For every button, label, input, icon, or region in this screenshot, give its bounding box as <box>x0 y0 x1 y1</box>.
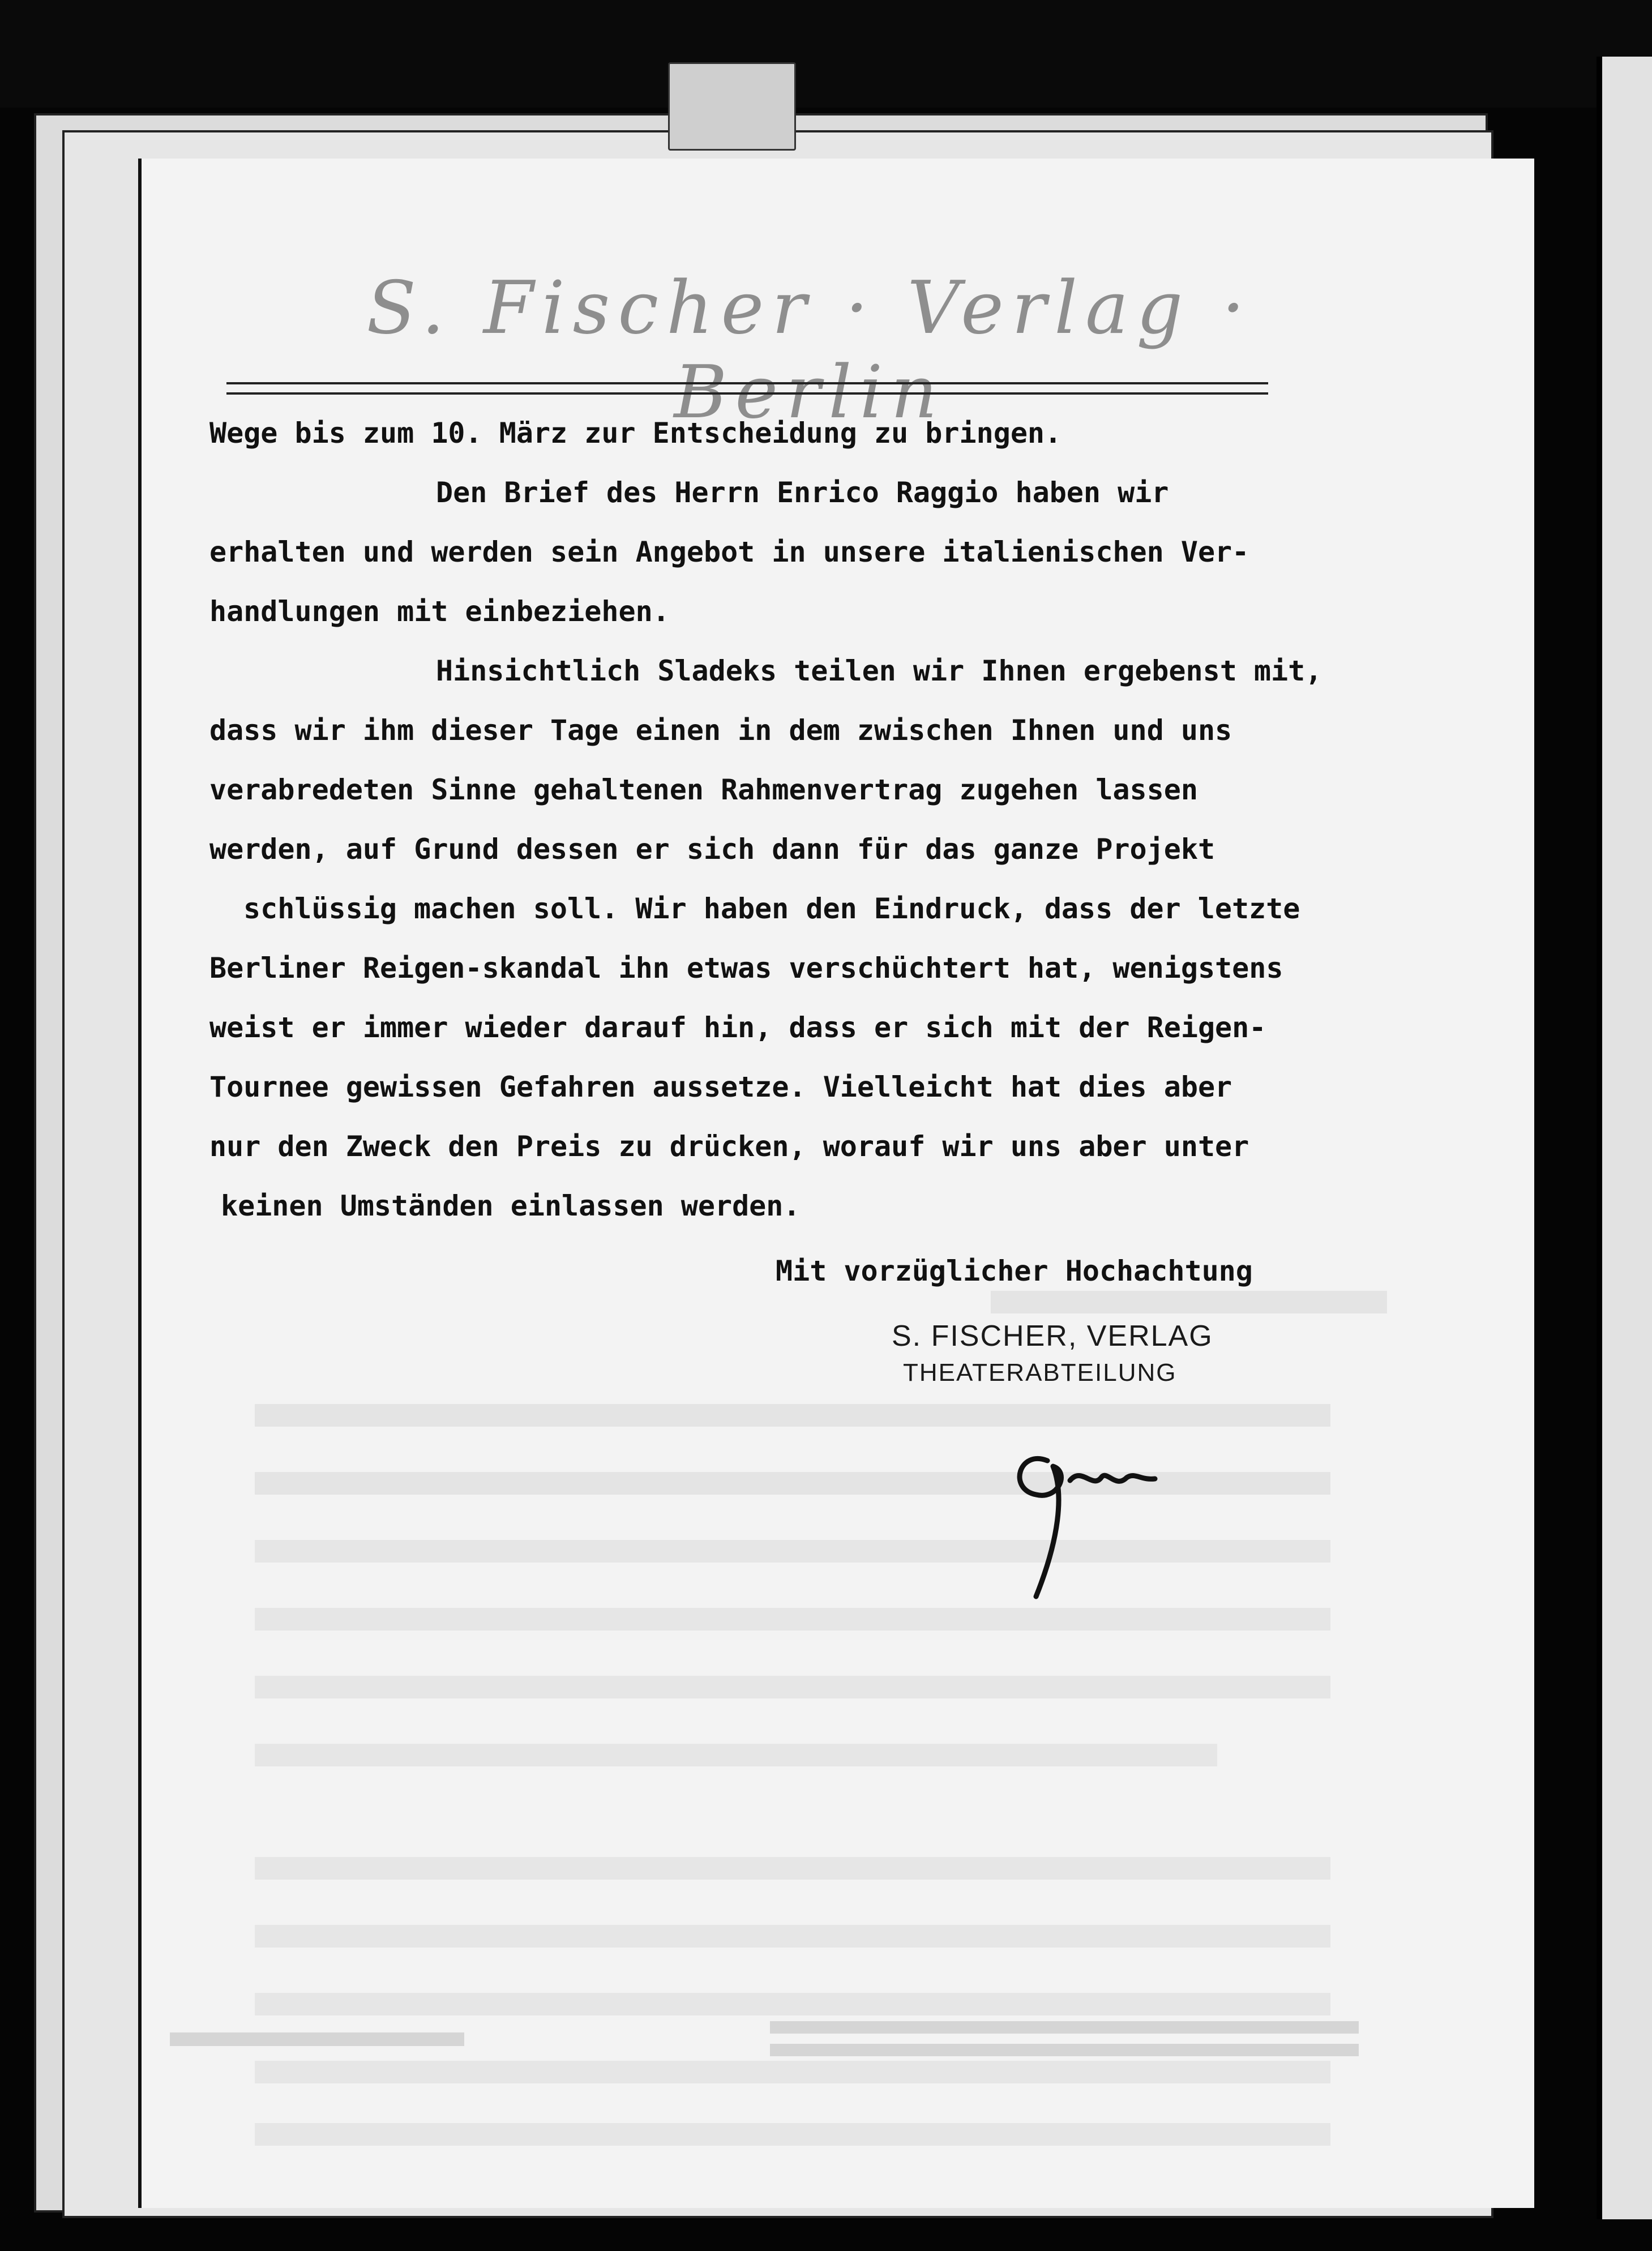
letter-closing: Mit vorzüglicher Hochachtung <box>776 1255 1253 1287</box>
letter-line: handlungen mit einbeziehen. <box>209 595 670 628</box>
letter-line: dass wir ihm dieser Tage einen in dem zwischen Ihnen und uns <box>209 714 1232 747</box>
footer-printed-notice <box>170 2032 464 2046</box>
bleed-through-mark <box>255 1472 1330 1495</box>
letter-line: nur den Zweck den Preis zu drücken, worauf wir uns aber unter <box>209 1130 1249 1163</box>
bleed-through-mark <box>255 1404 1330 1427</box>
letter-line: verabredeten Sinne gehaltenen Rahmenvertrag zugehen lassen <box>209 773 1198 806</box>
bleed-through-mark <box>991 1291 1387 1313</box>
adjacent-page-strip <box>1597 57 1652 2219</box>
bleed-through-mark <box>255 2123 1330 2146</box>
letter-line: Wege bis zum 10. März zur Entscheidung zu bringen. <box>209 417 1062 450</box>
binder-clip <box>668 62 796 151</box>
bleed-through-mark <box>255 1925 1330 1948</box>
footer-printed-notice-right <box>770 2021 1359 2034</box>
letter-line: Tournee gewissen Gefahren aussetze. Vielleicht hat dies aber <box>209 1071 1232 1103</box>
handwritten-signature <box>985 1427 1166 1614</box>
letter-line: Hinsichtlich Sladeks teilen wir Ihnen ergebenst mit, <box>436 654 1323 687</box>
letter-line: werden, auf Grund dessen er sich dann für das ganze Projekt <box>209 833 1216 866</box>
letter-line: keinen Umständen einlassen werden. <box>221 1189 801 1222</box>
film-border-top <box>0 0 1652 108</box>
letter-page <box>142 159 1534 2208</box>
letterhead-title: S. Fischer · Verlag · Berlin <box>366 266 1253 435</box>
letter-line: erhalten und werden sein Angebot in unsere italienischen Ver- <box>209 536 1249 568</box>
bleed-through-mark <box>255 1540 1330 1563</box>
company-stamp-line1: S. FISCHER, VERLAG <box>892 1320 1213 1353</box>
bleed-through-mark <box>255 1676 1330 1698</box>
letter-line: schlüssig machen soll. Wir haben den Eindruck, dass der letzte <box>243 892 1300 925</box>
bleed-through-mark <box>255 1744 1217 1766</box>
bleed-through-mark <box>255 1608 1330 1631</box>
bleed-through-mark <box>255 1993 1330 2015</box>
bleed-through-mark <box>255 2061 1330 2083</box>
bleed-through-mark <box>255 1857 1330 1880</box>
company-stamp-line2: THEATERABTEILUNG <box>903 1359 1177 1386</box>
letter-line: weist er immer wieder darauf hin, dass er sich mit der Reigen- <box>209 1011 1266 1044</box>
footer-printed-notice-right-2 <box>770 2044 1359 2056</box>
letter-line: Den Brief des Herrn Enrico Raggio haben wir <box>436 476 1169 509</box>
letter-line: Berliner Reigen-skandal ihn etwas verschüchtert hat, wenigstens <box>209 952 1283 985</box>
letterhead-rule <box>226 382 1268 395</box>
